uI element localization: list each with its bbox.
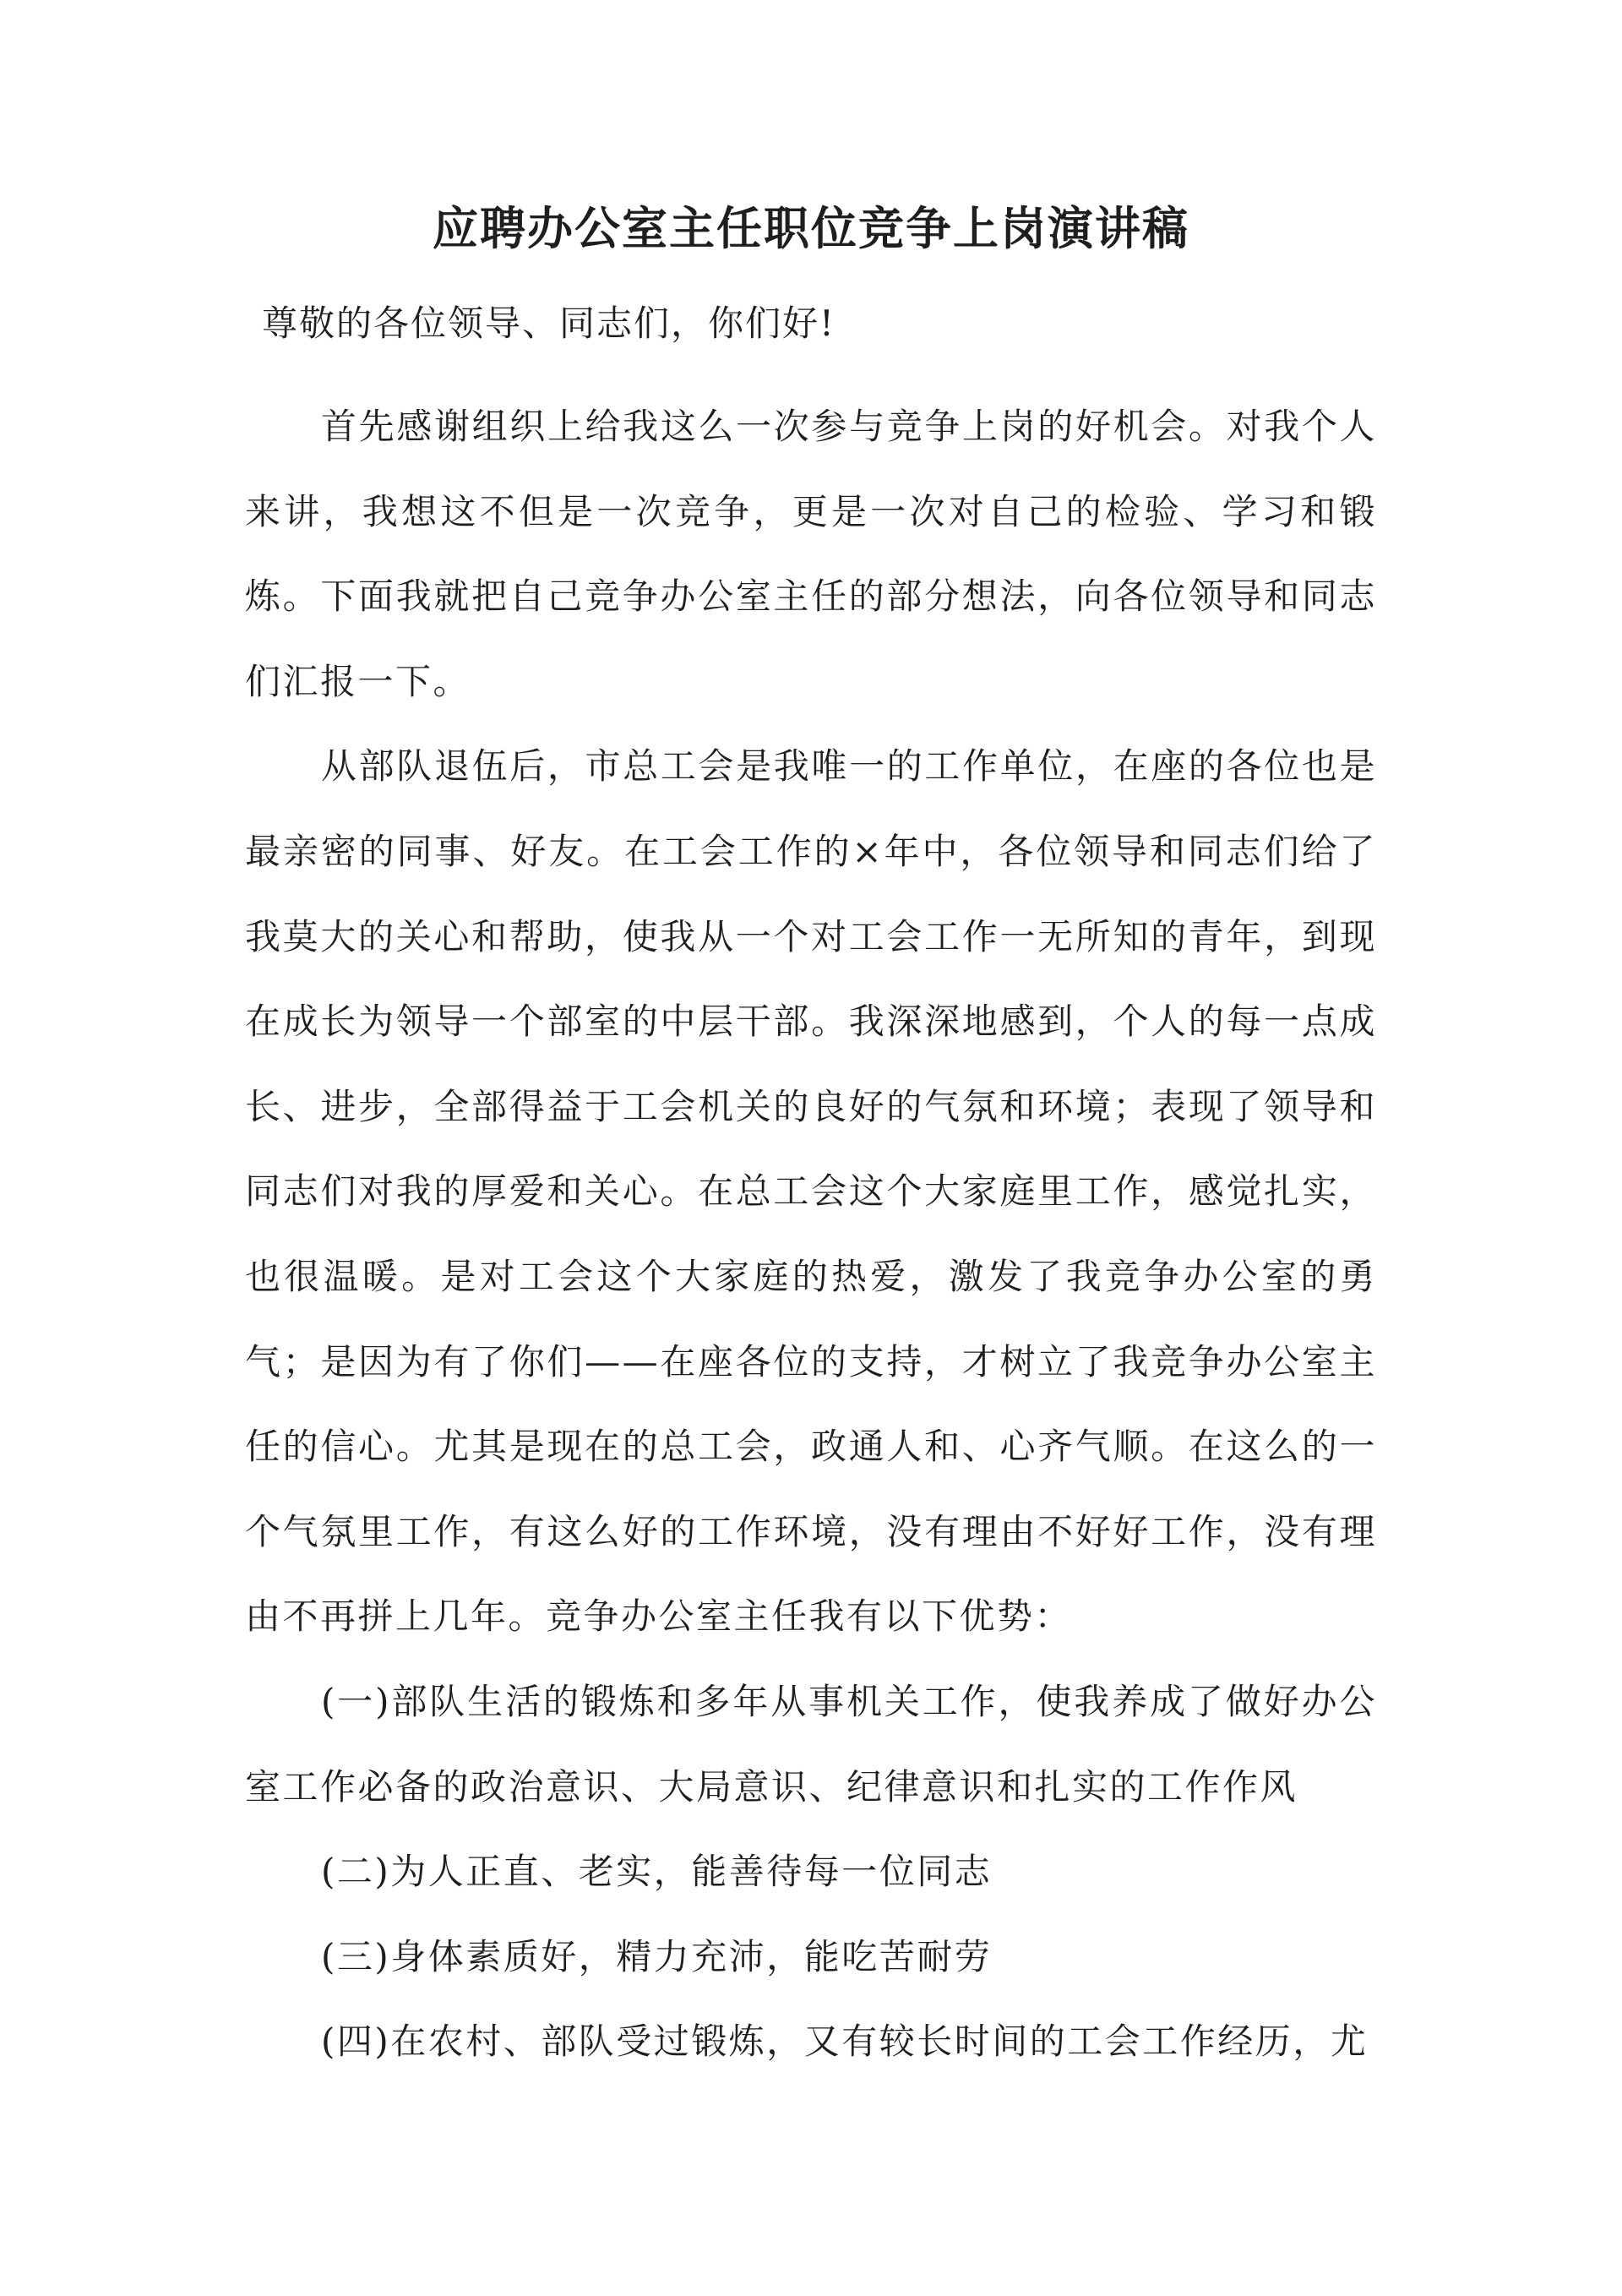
paragraph-background: 从部队退伍后，市总工会是我唯一的工作单位，在座的各位也是最亲密的同事、好友。在工会工作的×年中，各位领导和同志们给了我莫大的关心和帮助，使我从一个对工会工作一无所知的青年，到现在成长为领导一个部室的中层干部。我深深地感到，个人的每一点成长、进步，全部得益于工会机关的良好的气氛和环境；表现了领导和同志们对我的厚爱和关心。在总工会这个大家庭里工作，感觉扎实，也很温暖。是对工会这个大家庭的热爱，激发了我竞争办公室的勇气；是因为有了你们——在座各位的支持，才树立了我竞争办公室主任的信心。尤其是现在的总工会，政通人和、心齐气顺。在这么的一个气氛里工作，有这么好的工作环境，没有理由不好好工作，没有理由不再拼上几年。竞争办公室主任我有以下优势：: [245, 745, 1377, 1638]
paragraph-intro: 首先感谢组织上给我这么一次参与竞争上岗的好机会。对我个人来讲，我想这不但是一次竞争，更是一次对自己的检验、学习和锻炼。下面我就把自己竞争办公室主任的部分想法，向各位领导和同志们汇报一下。: [245, 406, 1377, 702]
greeting-line: 尊敬的各位领导、同志们，你们好!: [262, 303, 835, 344]
document-title: 应聘办公室主任职位竞争上岗演讲稿: [433, 201, 1189, 255]
paragraph-advantage-2: (二)为人正直、老实，能善待每一位同志: [321, 1851, 993, 1893]
document-body: [245, 384, 1377, 2085]
paragraph-advantage-1: (一)部队生活的锻炼和多年从事机关工作，使我养成了做好办公室工作必备的政治意识、大局意识、纪律意识和扎实的工作作风: [245, 1680, 1377, 1808]
paragraph-advantage-4: (四)在农村、部队受过锻炼，又有较长时间的工会工作经历，尤: [321, 2021, 1369, 2063]
paragraph-advantage-3: (三)身体素质好，精力充沛，能吃苦耐劳: [321, 1935, 993, 1977]
